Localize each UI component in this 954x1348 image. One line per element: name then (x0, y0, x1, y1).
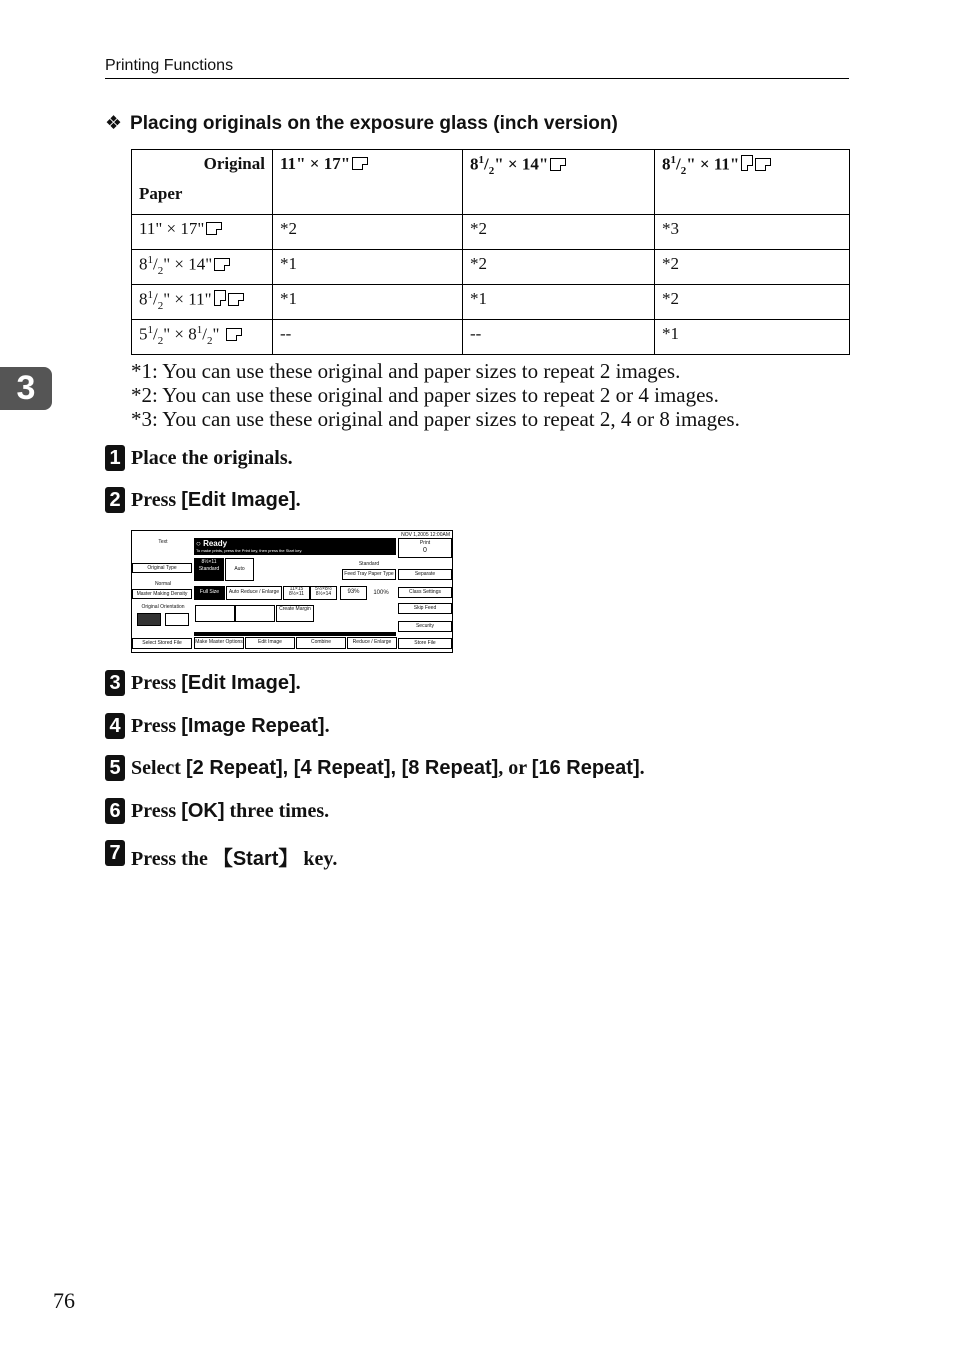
security-button[interactable]: Security (398, 621, 452, 632)
panel-mode: Text (158, 539, 168, 545)
step-number: 5 (105, 755, 125, 781)
row-label: $8^1/_2$" × 14" (132, 250, 273, 285)
table-row (132, 215, 850, 250)
column-header: 11" × 17" (273, 150, 463, 215)
step-text: Select [2 Repeat], [4 Repeat], [8 Repeat], or [16 Repeat]. (131, 757, 645, 779)
original-type-button[interactable]: Original Type (132, 563, 192, 573)
row-label: $5^1/_2$" × $8^1/_2$" (132, 320, 273, 355)
table-row (132, 250, 850, 285)
footnote: *1: You can use these original and paper sizes to repeat 2 images. (131, 359, 681, 383)
make-master-options-tab[interactable]: Make Master Options (194, 637, 244, 649)
standard-label: Standard (358, 561, 380, 567)
zoom-93-button[interactable]: 93% (340, 586, 367, 600)
landscape-icon (226, 328, 242, 341)
table-row (132, 285, 850, 320)
create-margin-button[interactable]: Create Margin (276, 605, 314, 622)
table-cell: -- (273, 320, 463, 355)
landscape-icon (214, 258, 230, 271)
table-cell: *1 (463, 285, 655, 320)
section-heading-text: Placing originals on the exposure glass (inch version) (130, 113, 618, 134)
table-cell: -- (463, 320, 655, 355)
table-cell: *1 (273, 285, 463, 320)
landscape-icon (228, 293, 244, 306)
orientation-repeat-icon[interactable] (195, 605, 235, 622)
step-text: Press the 【Start】 key. (131, 848, 338, 870)
table-cell: *2 (273, 215, 463, 250)
footnote: *3: You can use these original and paper sizes to repeat 2, 4 or 8 images. (131, 407, 740, 431)
column-header: $8^1/_2$" × 11" (655, 150, 850, 215)
edit-image-tab[interactable]: Edit Image (245, 637, 295, 649)
orientation-landscape-icon[interactable] (165, 613, 189, 626)
landscape-icon (550, 158, 566, 171)
status-text: Ready (203, 539, 228, 548)
landscape-icon (206, 222, 222, 235)
step-number: 6 (105, 798, 125, 824)
step-text: Press [Edit Image]. (131, 489, 301, 511)
status-bar: ○ Ready To make prints, press the Print key, then press the Start key. (194, 538, 396, 555)
corner-cell (132, 150, 273, 215)
step-number: 1 (105, 445, 125, 471)
row-label: $8^1/_2$" × 11" (132, 285, 273, 320)
select-stored-file-button[interactable]: Select Stored File (132, 638, 192, 649)
feed-tray-paper-type-button[interactable]: Feed Tray Paper Type (342, 569, 396, 580)
copier-screen (131, 530, 453, 653)
panel-date: NOV 1,2005 12:00AM (401, 532, 450, 538)
chapter-tab: 3 (0, 367, 52, 410)
corner-original: Original (203, 154, 265, 173)
step-text: Press [Edit Image]. (131, 672, 301, 694)
store-file-button[interactable]: Store File (398, 638, 452, 649)
step-number: 4 (105, 713, 125, 739)
running-header: Printing Functions (105, 57, 234, 74)
ratio-button[interactable]: 5½×8½ 8½×14 (310, 586, 337, 600)
table-cell: *3 (655, 215, 850, 250)
step-text: Place the originals. (131, 447, 293, 469)
table-cell: *1 (655, 320, 850, 355)
skip-feed-button[interactable]: Skip Feed (398, 603, 452, 614)
footnote: *2: You can use these original and paper sizes to repeat 2 or 4 images. (131, 383, 719, 407)
step-text: Press [OK] three times. (131, 800, 330, 822)
column-header: $8^1/_2$" × 14" (463, 150, 655, 215)
separate-button[interactable]: Separate (398, 569, 452, 580)
combine-tab[interactable]: Combine (296, 637, 346, 649)
paper-tray-button[interactable]: 8½×11 Standard (194, 558, 224, 581)
reduce-enlarge-tab[interactable]: Reduce / Enlarge (347, 637, 397, 649)
step-number: 7 (105, 840, 125, 866)
step-number: 3 (105, 670, 125, 696)
orientation-portrait-icon[interactable] (137, 613, 161, 626)
step-text: Press [Image Repeat]. (131, 715, 330, 737)
zoom-level: 100% (373, 590, 389, 596)
orientation-repeat-icon[interactable] (235, 605, 275, 622)
auto-paper-button[interactable]: Auto (225, 558, 254, 581)
table-cell: *2 (655, 250, 850, 285)
auto-reduce-enlarge-button[interactable]: Auto Reduce / Enlarge (226, 586, 282, 600)
table-cell: *2 (463, 250, 655, 285)
landscape-icon (755, 158, 771, 171)
row-label: 11" × 17" (132, 215, 273, 250)
ratio-button[interactable]: 11×15 8½×11 (283, 586, 310, 600)
density-label: Normal (154, 581, 172, 587)
step-number: 2 (105, 487, 125, 513)
table-cell: *2 (463, 215, 655, 250)
class-settings-button[interactable]: Class Settings (398, 587, 452, 598)
portrait-icon (214, 290, 226, 306)
full-size-button[interactable]: Full Size (194, 586, 225, 600)
portrait-icon (741, 155, 753, 171)
table-header-row (132, 150, 850, 215)
orientation-label: Original Orientation (141, 604, 185, 610)
print-counter: Print 0 (398, 538, 452, 558)
landscape-icon (352, 157, 368, 170)
size-table (131, 149, 850, 355)
table-cell: *1 (273, 250, 463, 285)
table-cell: *2 (655, 285, 850, 320)
status-hint: To make prints, press the Print key, then press the Start key. (196, 548, 303, 553)
page-number: 76 (53, 1288, 75, 1313)
corner-paper: Paper (139, 184, 183, 203)
header-rule (105, 78, 849, 79)
divider-bar (194, 632, 396, 636)
table-row (132, 320, 850, 355)
diamond-icon: ❖ (105, 113, 123, 134)
density-button[interactable]: Master Making Density (132, 589, 192, 599)
section-heading (105, 112, 618, 135)
